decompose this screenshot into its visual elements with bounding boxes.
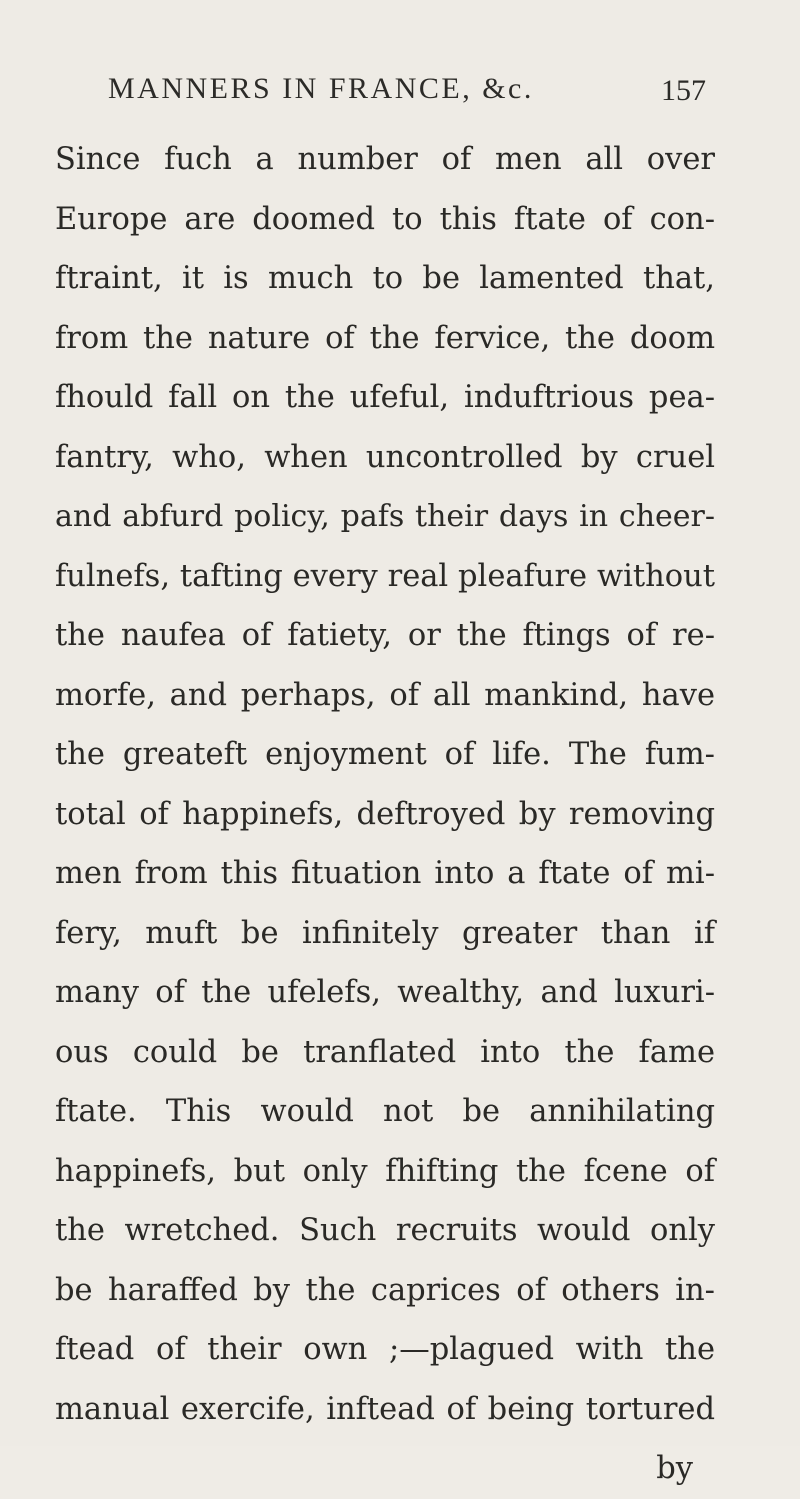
text-line: fulnefs, tafting every real pleafure without bbox=[55, 558, 715, 594]
text-line: be haraffed by the caprices of others in- bbox=[55, 1272, 715, 1308]
catchword: by bbox=[656, 1451, 693, 1486]
text-line: fery, muft be infinitely greater than if bbox=[55, 915, 715, 951]
text-line: the naufea of fatiety, or the ftings of re- bbox=[55, 618, 715, 653]
running-head bbox=[108, 72, 706, 112]
text-line: total of happinefs, deftroyed by removing bbox=[55, 796, 715, 832]
text-line: ftraint, it is much to be lamented that, bbox=[55, 261, 715, 296]
text-line: many of the ufelefs, wealthy, and luxuri- bbox=[55, 975, 715, 1010]
text-line: fantry, who, when uncontrolled by cruel bbox=[55, 439, 715, 475]
text-line: Europe are doomed to this ftate of con- bbox=[55, 201, 715, 237]
text-line: the wretched. Such recruits would only bbox=[55, 1213, 715, 1248]
text-line: ftate. This would not be annihilating bbox=[55, 1094, 715, 1129]
page-number: 157 bbox=[661, 74, 706, 107]
text-line: manual exercife, inftead of being tortured bbox=[55, 1391, 715, 1427]
text-line: from the nature of the fervice, the doom bbox=[55, 320, 715, 356]
text-line: the greateft enjoyment of life. The fum- bbox=[55, 737, 715, 772]
running-title: MANNERS IN FRANCE, &c. bbox=[108, 72, 534, 105]
text-line: ous could be tranflated into the fame bbox=[55, 1034, 715, 1070]
text-line: and abfurd policy, pafs their days in cheer- bbox=[55, 499, 715, 534]
text-line: fhould fall on the ufeful, induftrious pea- bbox=[55, 380, 715, 415]
text-line: morfe, and perhaps, of all mankind, have bbox=[55, 677, 715, 713]
text-line: Since fuch a number of men all over bbox=[55, 142, 715, 177]
body-text bbox=[55, 130, 715, 1499]
text-line: happinefs, but only fhifting the fcene of bbox=[55, 1153, 715, 1189]
text-line: men from this fituation into a ftate of mi- bbox=[55, 856, 715, 891]
text-line: ftead of their own ;—plagued with the bbox=[55, 1332, 715, 1367]
